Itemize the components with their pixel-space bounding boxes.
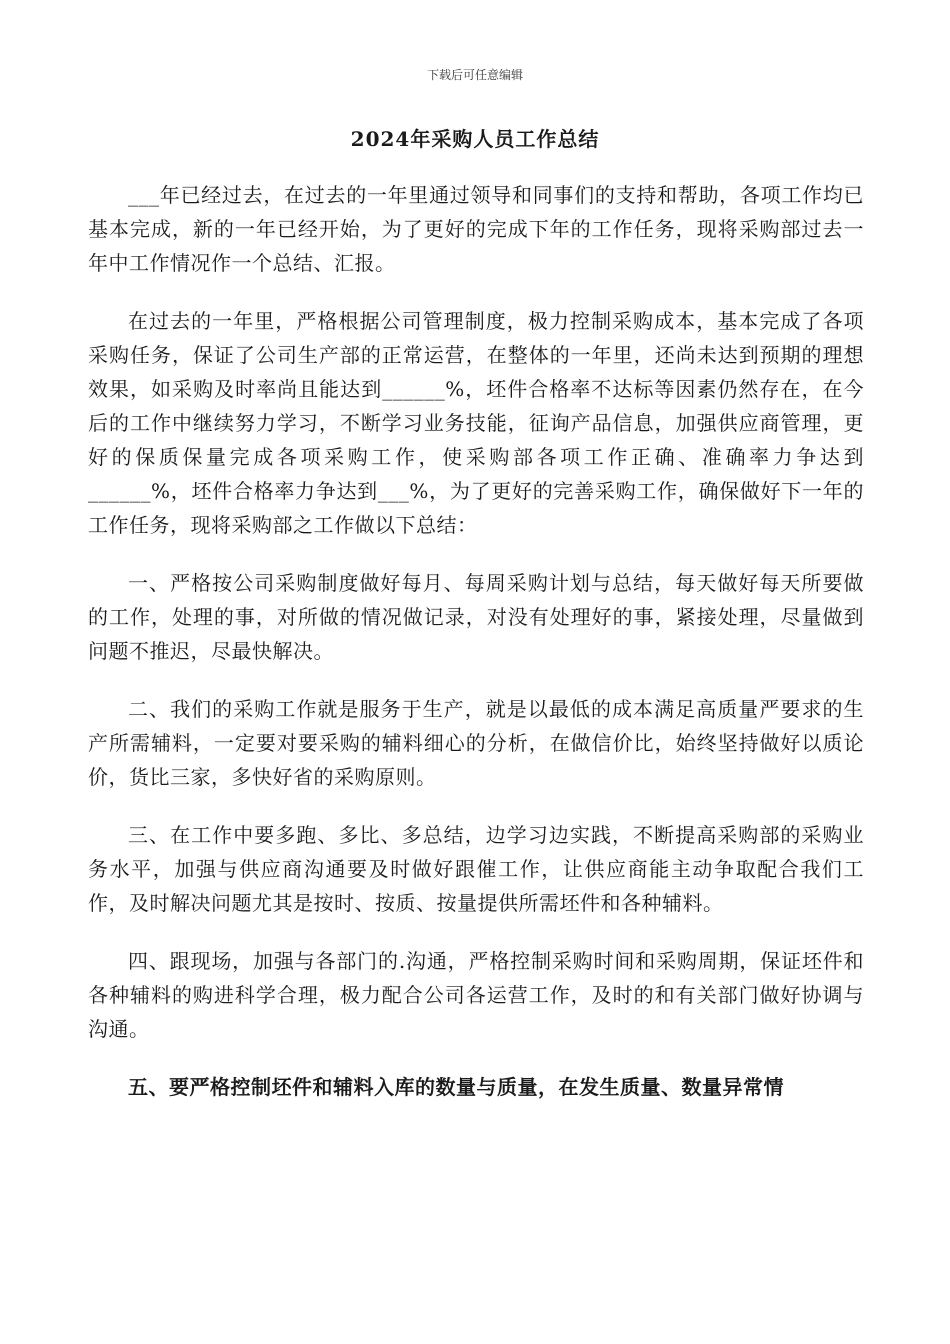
paragraph-item-5: 五、要严格控制坯件和辅料入库的数量与质量，在发生质量、数量异常情 <box>128 1075 784 1099</box>
paragraph-intro: ___年已经过去，在过去的一年里通过领导和同事们的支持和帮助，各项工作均已基本完成，新的一年已经开始，为了更好的完成下年的工作任务，现将采购部过去一年中工作情况作一个总结、汇报。 <box>88 183 864 275</box>
paragraph-item-2: 二、我们的采购工作就是服务于生产，就是以最低的成本满足高质量严要求的生产所需辅料，一定要对要采购的辅料细心的分析，在做信价比，始终坚持做好以质论价，货比三家，多快好省的采购原则。 <box>88 697 864 789</box>
paragraph-item-1: 一、严格按公司采购制度做好每月、每周采购计划与总结，每天做好每天所要做的工作，处理的事，对所做的情况做记录，对没有处理好的事，紧接处理，尽量做到问题不推迟，尽最快解决。 <box>88 571 864 663</box>
header-note: 下载后可任意编辑 <box>426 68 523 82</box>
paragraph-item-4: 四、跟现场，加强与各部门的.沟通，严格控制采购时间和采购周期，保证坯件和各种辅料的购进科学合理，极力配合公司各运营工作，及时的和有关部门做好协调与沟通。 <box>88 949 864 1041</box>
paragraph-overview: 在过去的一年里，严格根据公司管理制度，极力控制采购成本，基本完成了各项采购任务，保证了公司生产部的正常运营，在整体的一年里，还尚未达到预期的理想效果，如采购及时率尚且能达到______%，坯件合格率不达标等因素仍然存在，在今后的工作中继续努力学习，不断学习业务技能，征询产品信息，加强供应商管理，更好的保质保量完成各项采购工作，使采购部各项工作正确、准确率力争达到______%，坯件合格率力争达到___%，为了更好的完善采购工作，确保做好下一年的工作任务，现将采购部之工作做以下总结： <box>88 309 864 537</box>
document-body <box>88 178 864 1128</box>
paragraph-item-3: 三、在工作中要多跑、多比、多总结，边学习边实践，不断提高采购部的采购业务水平，加强与供应商沟通要及时做好跟催工作，让供应商能主动争取配合我们工作，及时解决问题尤其是按时、按质、按量提供所需坯件和各种辅料。 <box>88 823 864 915</box>
document-title: 2024年采购人员工作总结 <box>350 127 600 151</box>
